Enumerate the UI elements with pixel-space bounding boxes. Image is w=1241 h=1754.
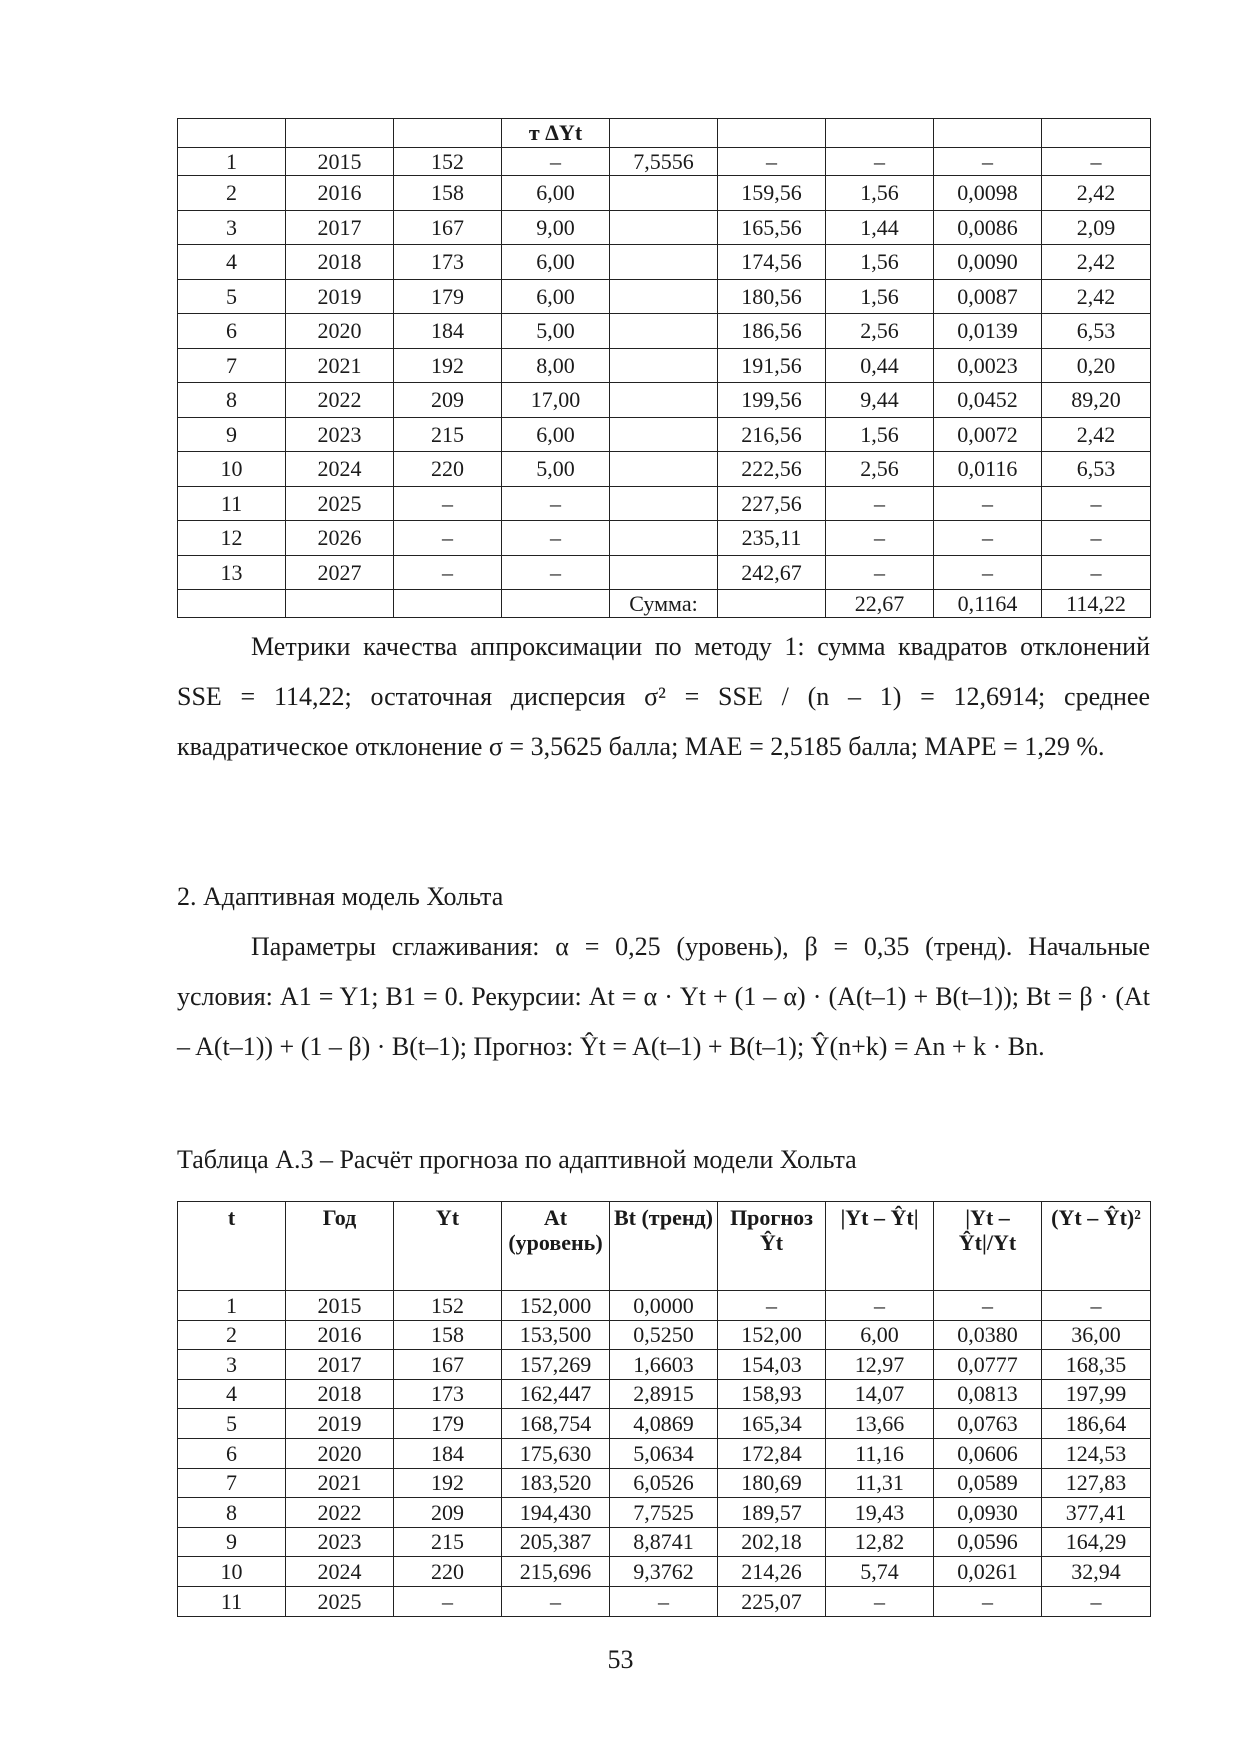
column-header: At (уровень) — [502, 1202, 610, 1291]
table-cell: – — [826, 486, 934, 521]
table-cell: 202,18 — [718, 1527, 826, 1557]
table-cell: 184 — [394, 314, 502, 349]
table-cell: – — [502, 1586, 610, 1616]
table-cell: – — [826, 1291, 934, 1321]
table-cell: 152,000 — [502, 1291, 610, 1321]
table-cell: 0,0086 — [934, 210, 1042, 245]
table-cell: 5,0634 — [610, 1438, 718, 1468]
table-cell: 158,93 — [718, 1379, 826, 1409]
table-cell: 159,56 — [718, 176, 826, 211]
column-header: Yt — [394, 1202, 502, 1291]
table-cell: 215 — [394, 1527, 502, 1557]
table-cell: 162,447 — [502, 1379, 610, 1409]
table-cell — [610, 245, 718, 280]
forecast-table-method-1 — [177, 118, 1151, 618]
table-cell: 157,269 — [502, 1350, 610, 1380]
table-cell: – — [502, 555, 610, 590]
holt-forecast-table — [177, 1201, 1151, 1617]
table-cell: 180,56 — [718, 279, 826, 314]
table-cell: 127,83 — [1042, 1468, 1151, 1498]
table-cell: 167 — [394, 210, 502, 245]
table-cell: 89,20 — [1042, 383, 1151, 418]
table-cell: 0,44 — [826, 348, 934, 383]
table-cell: 209 — [394, 1498, 502, 1528]
table-cell: 2 — [178, 176, 286, 211]
table-cell: 2019 — [286, 1409, 394, 1439]
table-cell: 2,8915 — [610, 1379, 718, 1409]
table-caption: Таблица А.3 – Расчёт прогноза по адаптивной модели Хольта — [177, 1145, 857, 1174]
table-cell: 2020 — [286, 314, 394, 349]
table-cell: 2026 — [286, 521, 394, 556]
table-cell: 0,0777 — [934, 1350, 1042, 1380]
table-cell: 8 — [178, 1498, 286, 1528]
table-cell — [610, 417, 718, 452]
table-header-cell — [286, 119, 394, 148]
table-cell: 17,00 — [502, 383, 610, 418]
table-cell: 2017 — [286, 210, 394, 245]
table-cell: 6,00 — [502, 417, 610, 452]
table-cell: 14,07 — [826, 1379, 934, 1409]
table-cell: – — [394, 521, 502, 556]
table-cell: 11 — [178, 486, 286, 521]
table-cell: 235,11 — [718, 521, 826, 556]
holt-parameters-paragraph: Параметры сглаживания: α = 0,25 (уровень), β = 0,35 (тренд). Начальные условия: A1 = Y1; B1 = 0. Рекурсии: At = α · Yt + (1 – α) · (A(t–1) + B(t–1)); Bt = β · (At – A(t–1)) + (1 – β) · B(t–1); Прогноз: Ŷt = A(t–1) + B(t–1); Ŷ(n+k) = An + k · Bn. — [177, 932, 1150, 1061]
table-cell: 2,42 — [1042, 245, 1151, 280]
table-cell: 184 — [394, 1438, 502, 1468]
table-row — [178, 1527, 1151, 1557]
table-cell — [610, 383, 718, 418]
table-cell: 2019 — [286, 279, 394, 314]
table-cell: 2,42 — [1042, 417, 1151, 452]
table-cell: 12 — [178, 521, 286, 556]
table-row — [178, 1291, 1151, 1321]
table-cell: 1 — [178, 1291, 286, 1321]
table-header-cell — [718, 119, 826, 148]
table-cell: 3 — [178, 1350, 286, 1380]
table-cell — [610, 555, 718, 590]
table-cell: 220 — [394, 452, 502, 487]
table-cell: 5,00 — [502, 314, 610, 349]
table-cell: 215 — [394, 417, 502, 452]
table-cell: – — [934, 148, 1042, 176]
table-cell: 165,56 — [718, 210, 826, 245]
table-cell: – — [1042, 148, 1151, 176]
table-cell: 5,00 — [502, 452, 610, 487]
table-row — [178, 1379, 1151, 1409]
table-cell: 191,56 — [718, 348, 826, 383]
table-cell: 5 — [178, 1409, 286, 1439]
table-cell: 222,56 — [718, 452, 826, 487]
section-heading: 2. Адаптивная модель Хольта — [177, 882, 504, 911]
table-cell: – — [502, 148, 610, 176]
table-row — [178, 1438, 1151, 1468]
table-cell — [286, 590, 394, 618]
table-cell: – — [934, 1586, 1042, 1616]
column-header: Bt (тренд) — [610, 1202, 718, 1291]
table-cell: 6 — [178, 314, 286, 349]
table-cell: – — [1042, 486, 1151, 521]
table-cell: 19,43 — [826, 1498, 934, 1528]
table-row — [178, 555, 1151, 590]
table-cell: 2016 — [286, 176, 394, 211]
table-row — [178, 1557, 1151, 1587]
table-cell — [178, 590, 286, 618]
table-cell: 192 — [394, 1468, 502, 1498]
table-cell: 0,0596 — [934, 1527, 1042, 1557]
table-row — [178, 1468, 1151, 1498]
table-cell: 6,00 — [502, 245, 610, 280]
table-cell: 0,0589 — [934, 1468, 1042, 1498]
table-cell: 8,8741 — [610, 1527, 718, 1557]
table-cell: 152 — [394, 1291, 502, 1321]
table-cell: 183,520 — [502, 1468, 610, 1498]
table-cell: – — [826, 555, 934, 590]
table-cell: 0,0000 — [610, 1291, 718, 1321]
table-cell: – — [718, 1291, 826, 1321]
table-cell: 0,0261 — [934, 1557, 1042, 1587]
table-cell: – — [718, 148, 826, 176]
table-cell: 0,0930 — [934, 1498, 1042, 1528]
table-header-cell — [610, 119, 718, 148]
table-cell: 6,00 — [502, 279, 610, 314]
table-cell: 2024 — [286, 452, 394, 487]
table-cell: 7,5556 — [610, 148, 718, 176]
table-cell: 114,22 — [1042, 590, 1151, 618]
table-cell: 0,0090 — [934, 245, 1042, 280]
table-cell: 2,42 — [1042, 176, 1151, 211]
table-cell: 2021 — [286, 348, 394, 383]
table-cell: – — [1042, 555, 1151, 590]
table-cell — [610, 452, 718, 487]
table-row — [178, 245, 1151, 280]
table-cell: 180,69 — [718, 1468, 826, 1498]
table-header-cell — [394, 119, 502, 148]
table-row — [178, 521, 1151, 556]
column-header: Год — [286, 1202, 394, 1291]
table-cell: 179 — [394, 1409, 502, 1439]
table-cell: 0,0023 — [934, 348, 1042, 383]
table-row — [178, 452, 1151, 487]
table-cell: 13 — [178, 555, 286, 590]
table-cell: 214,26 — [718, 1557, 826, 1587]
table-row — [178, 486, 1151, 521]
table-cell: 13,66 — [826, 1409, 934, 1439]
table-sum-row — [178, 590, 1151, 618]
table-cell: 4 — [178, 1379, 286, 1409]
table-row — [178, 1498, 1151, 1528]
table-cell: 175,630 — [502, 1438, 610, 1468]
table-cell: 1,44 — [826, 210, 934, 245]
table-cell: 186,56 — [718, 314, 826, 349]
table-cell: 377,41 — [1042, 1498, 1151, 1528]
table-cell — [610, 314, 718, 349]
table-cell: – — [826, 521, 934, 556]
table-cell: 2018 — [286, 245, 394, 280]
table-cell: 2024 — [286, 1557, 394, 1587]
table-cell: 6,53 — [1042, 452, 1151, 487]
table-header-row — [178, 1202, 1151, 1291]
table-cell: 225,07 — [718, 1586, 826, 1616]
table-cell: 3 — [178, 210, 286, 245]
table-cell: 2023 — [286, 417, 394, 452]
table-cell: 167 — [394, 1350, 502, 1380]
table-header-cell — [826, 119, 934, 148]
table-cell: 179 — [394, 279, 502, 314]
table-cell: 173 — [394, 245, 502, 280]
table-cell: – — [1042, 521, 1151, 556]
table-cell: 8 — [178, 383, 286, 418]
table-cell: 36,00 — [1042, 1320, 1151, 1350]
column-header: |Yt – Ŷt|/Yt — [934, 1202, 1042, 1291]
table-cell: – — [394, 555, 502, 590]
table-cell: 0,5250 — [610, 1320, 718, 1350]
table-cell: 11,16 — [826, 1438, 934, 1468]
table-cell: 2016 — [286, 1320, 394, 1350]
table-cell: 1,6603 — [610, 1350, 718, 1380]
column-header: Прогноз Ŷt — [718, 1202, 826, 1291]
forecast-table-method-1-body — [178, 119, 1151, 618]
table-cell — [718, 590, 826, 618]
table-row — [178, 1586, 1151, 1616]
table-cell: – — [934, 486, 1042, 521]
table-cell: 6 — [178, 1438, 286, 1468]
table-cell: 7 — [178, 348, 286, 383]
table-cell: – — [826, 148, 934, 176]
table-cell: 1,56 — [826, 279, 934, 314]
table-cell: 2022 — [286, 1498, 394, 1528]
table-cell — [610, 521, 718, 556]
table-cell: 2025 — [286, 486, 394, 521]
table-cell: 0,0763 — [934, 1409, 1042, 1439]
table-header-cell — [934, 119, 1042, 148]
table-cell: 174,56 — [718, 245, 826, 280]
table-cell: 2027 — [286, 555, 394, 590]
table-row — [178, 348, 1151, 383]
table-cell: 12,97 — [826, 1350, 934, 1380]
table-cell: 0,0380 — [934, 1320, 1042, 1350]
table-cell: 9 — [178, 417, 286, 452]
table-cell: 199,56 — [718, 383, 826, 418]
table-cell: 0,0098 — [934, 176, 1042, 211]
table-cell: 22,67 — [826, 590, 934, 618]
table-cell: 0,0813 — [934, 1379, 1042, 1409]
table-cell: – — [502, 521, 610, 556]
table-cell: 165,34 — [718, 1409, 826, 1439]
table-cell — [610, 486, 718, 521]
table-cell: 164,29 — [1042, 1527, 1151, 1557]
table-cell: 154,03 — [718, 1350, 826, 1380]
table-cell: 205,387 — [502, 1527, 610, 1557]
table-row — [178, 1409, 1151, 1439]
column-header: |Yt – Ŷt| — [826, 1202, 934, 1291]
table-cell: 2023 — [286, 1527, 394, 1557]
table-cell: 0,1164 — [934, 590, 1042, 618]
table-cell: 0,0452 — [934, 383, 1042, 418]
table-cell — [394, 590, 502, 618]
table-cell: 2 — [178, 1320, 286, 1350]
table-cell: – — [502, 486, 610, 521]
table-cell: 0,20 — [1042, 348, 1151, 383]
table-cell: – — [934, 555, 1042, 590]
table-cell: 0,0606 — [934, 1438, 1042, 1468]
table-cell: 9,00 — [502, 210, 610, 245]
table-cell: 9,3762 — [610, 1557, 718, 1587]
table-cell: – — [394, 1586, 502, 1616]
table-cell: 2017 — [286, 1350, 394, 1380]
table-cell: 168,35 — [1042, 1350, 1151, 1380]
table-cell: 172,84 — [718, 1438, 826, 1468]
table-cell — [610, 176, 718, 211]
table-cell: 194,430 — [502, 1498, 610, 1528]
table-cell: 6,00 — [826, 1320, 934, 1350]
table-cell: 2025 — [286, 1586, 394, 1616]
table-cell: – — [1042, 1291, 1151, 1321]
table-cell: – — [1042, 1586, 1151, 1616]
table-cell: 1,56 — [826, 176, 934, 211]
table-cell: 124,53 — [1042, 1438, 1151, 1468]
table-row — [178, 1320, 1151, 1350]
table-cell — [502, 590, 610, 618]
table-cell: 2015 — [286, 1291, 394, 1321]
table-cell: 158 — [394, 1320, 502, 1350]
page-number: 53 — [607, 1645, 634, 1674]
table-cell — [610, 279, 718, 314]
table-cell: 6,0526 — [610, 1468, 718, 1498]
table-cell: 215,696 — [502, 1557, 610, 1587]
table-cell: 0,0072 — [934, 417, 1042, 452]
table-cell: 7 — [178, 1468, 286, 1498]
table-cell: 186,64 — [1042, 1409, 1151, 1439]
table-header-cell: т ΔYt — [502, 119, 610, 148]
table-cell: 242,67 — [718, 555, 826, 590]
table-cell: 2015 — [286, 148, 394, 176]
table-cell: 1,56 — [826, 245, 934, 280]
table-cell: 173 — [394, 1379, 502, 1409]
table-cell: 2018 — [286, 1379, 394, 1409]
table-row — [178, 417, 1151, 452]
table-cell: 227,56 — [718, 486, 826, 521]
table-row — [178, 176, 1151, 211]
table-cell: 152,00 — [718, 1320, 826, 1350]
table-cell: 2021 — [286, 1468, 394, 1498]
table-cell: 197,99 — [1042, 1379, 1151, 1409]
table-cell: 0,0087 — [934, 279, 1042, 314]
table-row — [178, 314, 1151, 349]
table-cell: 4 — [178, 245, 286, 280]
table-cell: 5,74 — [826, 1557, 934, 1587]
table-cell — [610, 210, 718, 245]
table-cell: 209 — [394, 383, 502, 418]
table-cell: – — [394, 486, 502, 521]
column-header: t — [178, 1202, 286, 1291]
table-cell: Сумма: — [610, 590, 718, 618]
table-cell: 192 — [394, 348, 502, 383]
table-cell: 2,56 — [826, 314, 934, 349]
table-cell: 10 — [178, 452, 286, 487]
table-cell: 153,500 — [502, 1320, 610, 1350]
table-row — [178, 148, 1151, 176]
table-cell: – — [610, 1586, 718, 1616]
table-cell: – — [826, 1586, 934, 1616]
column-header: (Yt – Ŷt)² — [1042, 1202, 1151, 1291]
holt-forecast-table-body — [178, 1291, 1151, 1617]
table-cell: 2022 — [286, 383, 394, 418]
table-header-tail-row — [178, 119, 1151, 148]
table-cell: 1,56 — [826, 417, 934, 452]
table-cell: – — [934, 1291, 1042, 1321]
table-cell: 10 — [178, 1557, 286, 1587]
table-cell: 220 — [394, 1557, 502, 1587]
table-cell: 4,0869 — [610, 1409, 718, 1439]
table-cell: 12,82 — [826, 1527, 934, 1557]
table-header-cell — [1042, 119, 1151, 148]
table-cell: 2020 — [286, 1438, 394, 1468]
table-cell: 6,53 — [1042, 314, 1151, 349]
table-row — [178, 1350, 1151, 1380]
table-cell: 189,57 — [718, 1498, 826, 1528]
table-cell: 2,09 — [1042, 210, 1151, 245]
table-cell: 158 — [394, 176, 502, 211]
table-cell: 5 — [178, 279, 286, 314]
table-row — [178, 383, 1151, 418]
table-cell: 2,42 — [1042, 279, 1151, 314]
table-cell: 8,00 — [502, 348, 610, 383]
table-cell: 216,56 — [718, 417, 826, 452]
table-cell: 9,44 — [826, 383, 934, 418]
table-cell: 9 — [178, 1527, 286, 1557]
table-cell: 152 — [394, 148, 502, 176]
table-cell: 7,7525 — [610, 1498, 718, 1528]
table-row — [178, 210, 1151, 245]
table-cell: 11 — [178, 1586, 286, 1616]
approximation-metrics-paragraph: Метрики качества аппроксимации по методу 1: сумма квадратов отклонений SSE = 114,22; остаточная дисперсия σ² = SSE / (n – 1) = 12,6914; среднее квадратическое отклонение σ = 3,5625 балла; MAE = 2,5185 балла; MAPE = 1,29 %. — [177, 632, 1150, 761]
table-row — [178, 279, 1151, 314]
table-cell: 0,0139 — [934, 314, 1042, 349]
table-cell: 32,94 — [1042, 1557, 1151, 1587]
table-cell: 168,754 — [502, 1409, 610, 1439]
table-cell: 6,00 — [502, 176, 610, 211]
table-cell: 11,31 — [826, 1468, 934, 1498]
table-cell: 0,0116 — [934, 452, 1042, 487]
table-header-cell — [178, 119, 286, 148]
table-cell — [610, 348, 718, 383]
table-cell: 2,56 — [826, 452, 934, 487]
table-cell: 1 — [178, 148, 286, 176]
table-cell: – — [934, 521, 1042, 556]
